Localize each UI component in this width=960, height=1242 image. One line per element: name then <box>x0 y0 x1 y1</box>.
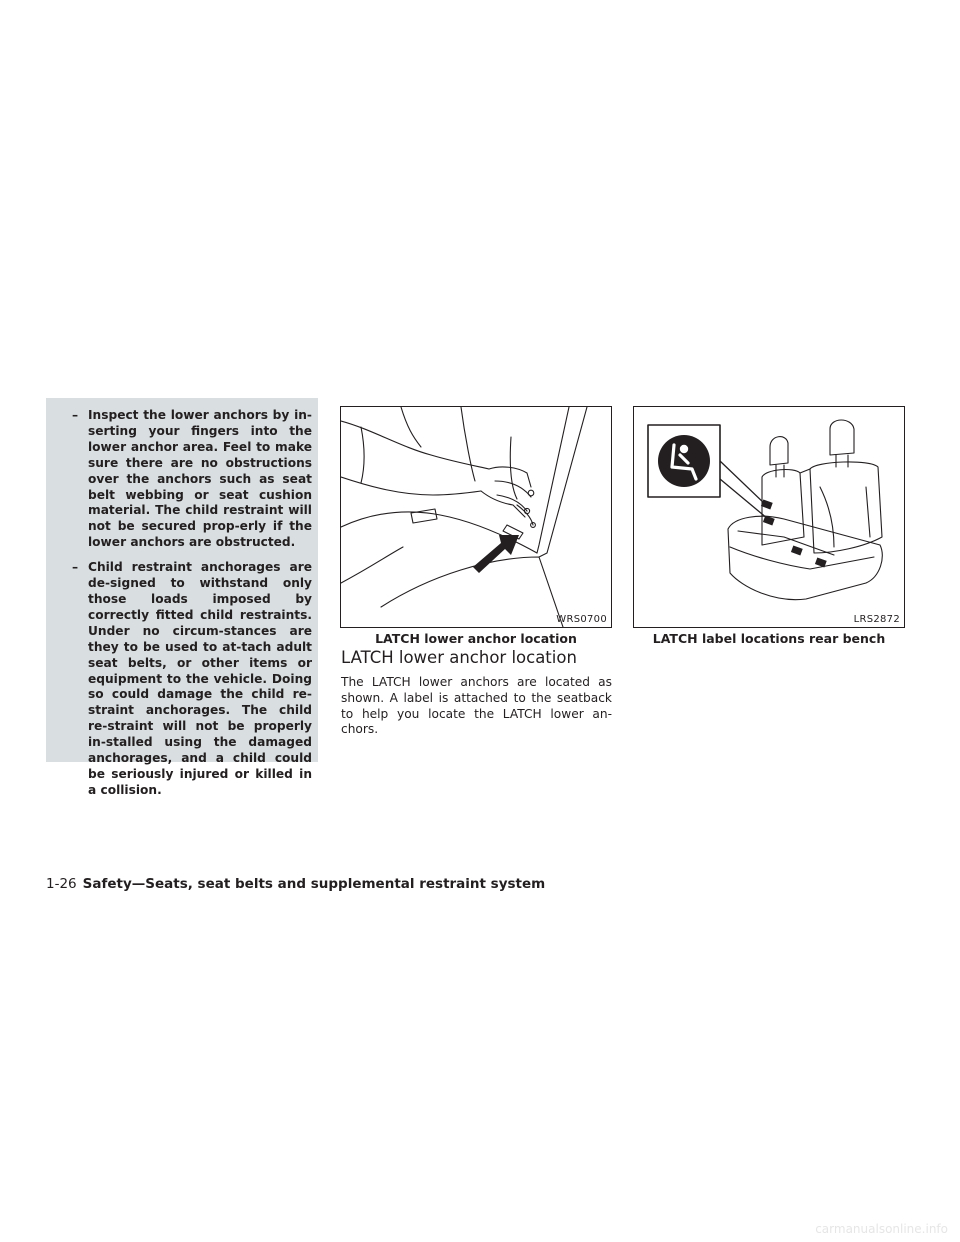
bullet-dash: – <box>72 560 79 575</box>
figure-code: LRS2872 <box>853 614 900 625</box>
figure-caption: LATCH label locations rear bench <box>652 631 886 646</box>
arrow-icon <box>473 535 519 573</box>
page-number: 1-26 <box>46 876 77 892</box>
figure-code: WRS0700 <box>556 614 607 625</box>
warning-item <box>60 560 312 799</box>
figure-lower-anchor <box>340 406 612 628</box>
watermark: carmanualsonline.info <box>815 1222 948 1236</box>
warning-item <box>60 408 312 551</box>
section-body: The LATCH lower anchors are located as shown. A label is attached to the seatback to help you locate the LATCH lower an-chors. <box>341 675 612 737</box>
warning-box <box>46 398 318 797</box>
child-seat-icon <box>658 435 710 487</box>
figure-caption: LATCH lower anchor location <box>375 631 577 646</box>
warning-item-text: Inspect the lower anchors by in-serting your fingers into the lower anchor area. Feel to make sure there are no obstructions over the anchors such as seat belt webbing or seat cushion material. The child restraint will not be secured prop-erly if the lower anchors are obstructed. <box>88 408 312 550</box>
chapter-title: Safety—Seats, seat belts and supplemental restraint system <box>82 876 546 892</box>
bullet-dash: – <box>72 408 79 422</box>
section-heading: LATCH lower anchor location <box>341 648 577 667</box>
rear-bench-illustration <box>634 407 904 627</box>
warning-item-text: Child restraint anchorages are de-signed to withstand only those loads imposed by correctly fitted child restraints. Under no circum-stances are they to be used to at-tach adult seat belts, or other items or equipment to the vehicle. Doing so could damage the child re-straint anchorages. The child re-straint will not be properly in-stalled using the damaged anchorages, and a child could be seriously injured or killed in a collision. <box>88 560 312 797</box>
page-footer <box>46 876 545 892</box>
hand-inserting-fingers-illustration <box>341 407 611 627</box>
figure-label-locations <box>633 406 905 628</box>
